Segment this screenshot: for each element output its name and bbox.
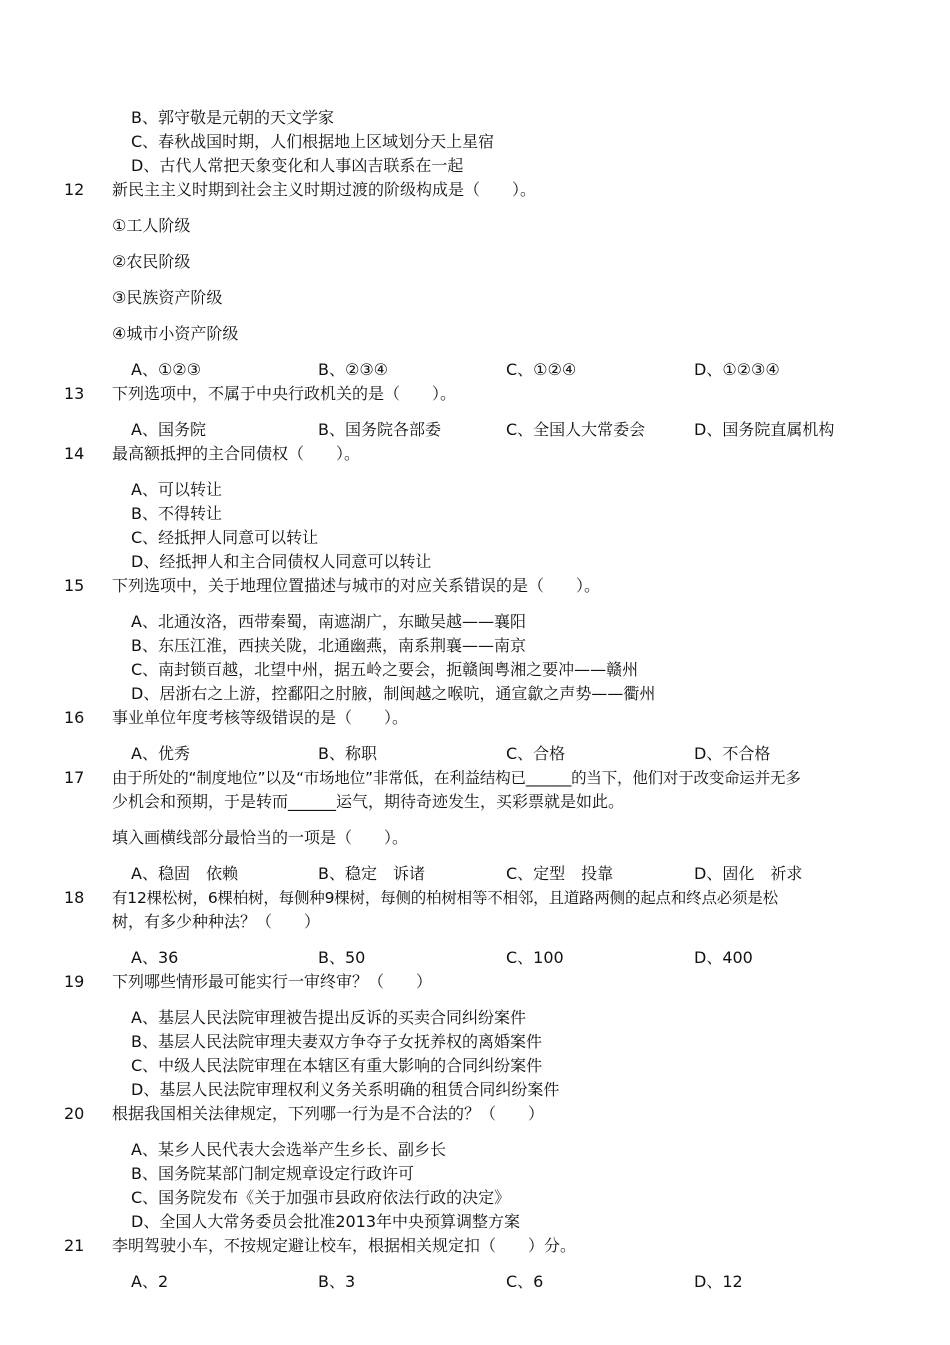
question-text: 李明驾驶小车，不按规定避让校车，根据相关规定扣（ ）分。 <box>112 1236 577 1255</box>
option-b: B、国务院各部委 <box>318 420 441 439</box>
question-number: 20 <box>64 1104 85 1123</box>
question-number: 13 <box>64 384 85 403</box>
option-d: D、国务院直属机构 <box>694 420 835 439</box>
question-prompt: 填入画横线部分最恰当的一项是（ ）。 <box>112 828 409 847</box>
q11-option-b: B、郭守敬是元朝的天文学家 <box>131 108 334 127</box>
option-d: D、①②③④ <box>694 360 780 379</box>
question-number: 15 <box>64 576 85 595</box>
question-text: 下列选项中，不属于中央行政机关的是（ ）。 <box>112 384 457 403</box>
option-c: C、国务院发布《关于加强市县政府依法行政的决定》 <box>131 1188 511 1207</box>
q11-option-c: C、春秋战国时期，人们根据地上区域划分天上星宿 <box>131 132 495 151</box>
option-a: A、2 <box>131 1272 169 1291</box>
option-b: B、50 <box>318 948 366 967</box>
option-c: C、6 <box>506 1272 544 1291</box>
option-b: B、国务院某部门制定规章设定行政许可 <box>131 1164 414 1183</box>
question-text: 新民主主义时期到社会主义时期过渡的阶级构成是（ ）。 <box>112 180 537 199</box>
option-d: D、经抵押人和主合同债权人同意可以转让 <box>131 552 432 571</box>
option-d: D、基层人民法院审理权利义务关系明确的租赁合同纠纷案件 <box>131 1080 560 1099</box>
option-d: D、全国人大常务委员会批准2013年中央预算调整方案 <box>131 1212 521 1231</box>
option-a: A、基层人民法院审理被告提出反诉的买卖合同纠纷案件 <box>131 1008 526 1027</box>
question-text-line-2: 树，有多少种种法？（ ） <box>112 912 321 931</box>
option-b: B、东压江淮，西挟关陇，北通幽燕，南系荆襄——南京 <box>131 636 526 655</box>
question-text-line-2: 少机会和预期，于是转而______运气，期待奇迹发生，买彩票就是如此。 <box>112 792 625 811</box>
option-c: C、南封锁百越，北望中州，据五岭之要会，扼赣闽粤湘之要冲——赣州 <box>131 660 639 679</box>
option-b: B、基层人民法院审理夫妻双方争夺子女抚养权的离婚案件 <box>131 1032 542 1051</box>
option-b: B、稳定 诉诸 <box>318 864 425 883</box>
option-b: B、不得转让 <box>131 504 222 523</box>
question-text: 根据我国相关法律规定，下列哪一行为是不合法的？（ ） <box>112 1104 545 1123</box>
question-text-line-1: 由于所处的“制度地位”以及“市场地位”非常低，在利益结构已______的当下，他们对于改变命运并无多 <box>112 769 801 787</box>
option-b: B、称职 <box>318 744 377 763</box>
question-text: 下列选项中，关于地理位置描述与城市的对应关系错误的是（ ）。 <box>112 576 601 595</box>
question-text-line-1: 有12棵松树，6棵柏树，每侧种9棵树，每侧的柏树相等不相邻，且道路两侧的起点和终点必须是松 <box>112 889 778 907</box>
option-a: A、可以转让 <box>131 480 222 499</box>
statement-3: ③民族资产阶级 <box>112 288 223 307</box>
option-c: C、合格 <box>506 744 566 763</box>
question-number: 14 <box>64 444 85 463</box>
option-d: D、12 <box>694 1272 743 1291</box>
option-c: C、中级人民法院审理在本辖区有重大影响的合同纠纷案件 <box>131 1056 543 1075</box>
question-text: 最高额抵押的主合同债权（ ）。 <box>112 444 361 463</box>
option-c: C、全国人大常委会 <box>506 420 646 439</box>
option-d: D、不合格 <box>694 744 771 763</box>
question-number: 16 <box>64 708 85 727</box>
statement-2: ②农民阶级 <box>112 252 191 271</box>
option-a: A、①②③ <box>131 360 201 379</box>
option-d: D、400 <box>694 948 753 967</box>
option-c: C、经抵押人同意可以转让 <box>131 528 319 547</box>
question-number: 17 <box>64 768 85 787</box>
option-d: D、固化 祈求 <box>694 864 803 883</box>
statement-1: ①工人阶级 <box>112 216 191 235</box>
option-a: A、稳固 依赖 <box>131 864 238 883</box>
option-c: C、定型 投靠 <box>506 864 614 883</box>
question-number: 21 <box>64 1236 85 1255</box>
option-a: A、某乡人民代表大会选举产生乡长、副乡长 <box>131 1140 446 1159</box>
option-a: A、北通汝洛，西带秦蜀，南遮湖广，东瞰吴越——襄阳 <box>131 612 526 631</box>
question-text: 下列哪些情形最可能实行一审终审？（ ） <box>112 972 433 991</box>
option-c: C、①②④ <box>506 360 577 379</box>
option-a: A、优秀 <box>131 744 190 763</box>
q11-option-d: D、古代人常把天象变化和人事凶吉联系在一起 <box>131 156 464 175</box>
option-a: A、36 <box>131 948 179 967</box>
option-d: D、居浙右之上游，控鄱阳之肘腋，制闽越之喉吭，通宣歙之声势——衢州 <box>131 684 656 703</box>
question-number: 12 <box>64 180 85 199</box>
option-b: B、3 <box>318 1272 356 1291</box>
question-number: 18 <box>64 888 85 907</box>
statement-4: ④城市小资产阶级 <box>112 324 239 343</box>
question-text: 事业单位年度考核等级错误的是（ ）。 <box>112 708 409 727</box>
option-c: C、100 <box>506 948 564 967</box>
option-a: A、国务院 <box>131 420 206 439</box>
question-number: 19 <box>64 972 85 991</box>
option-b: B、②③④ <box>318 360 389 379</box>
